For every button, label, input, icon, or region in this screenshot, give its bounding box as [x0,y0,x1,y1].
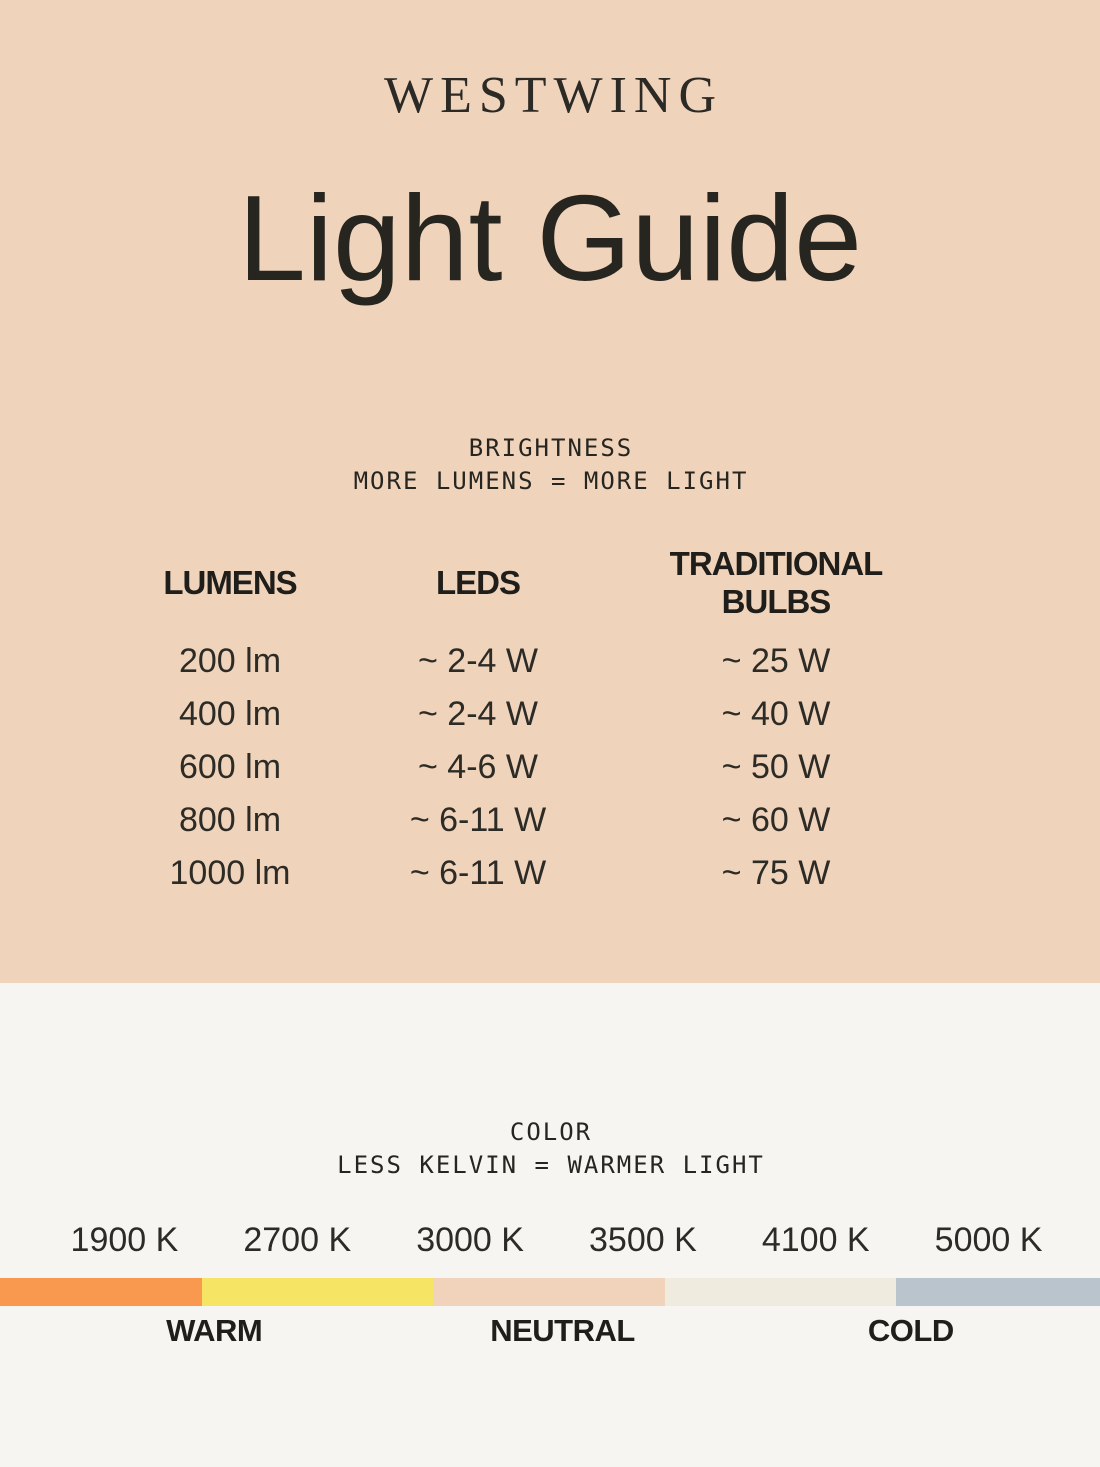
lumens-value: 800 lm [178,801,282,839]
kelvin-label: 3000 K [416,1221,524,1259]
lumens-table-body [120,635,936,900]
temperature-labels [40,1313,1085,1349]
kelvin-label: 1900 K [70,1221,179,1259]
kelvin-label: 4100 K [761,1221,870,1259]
kelvin-label: 5000 K [934,1221,1043,1259]
column-header: TRADITIONAL BULBS [669,545,883,620]
leds-watt-value: ~ 4-6 W [418,748,538,786]
leds-watt-value: ~ 2-4 W [418,642,538,680]
color-temperature-bar [0,1278,1100,1306]
column-header: LUMENS [163,564,297,601]
color-intro [0,1116,1100,1182]
lumens-value: 600 lm [178,748,282,786]
table-row [120,635,936,688]
color-heading: COLOR [509,1118,593,1146]
kelvin-scale-labels [38,1221,1075,1260]
bulb-watt-value: ~ 50 W [721,748,831,786]
page-title: Light Guide [238,170,862,306]
scale-segment-warm-orange [0,1278,202,1306]
color-subheading: LESS KELVIN = WARMER LIGHT [337,1151,765,1179]
lumens-value: 200 lm [178,642,282,680]
scale-segment-neutral-peach [433,1278,665,1306]
color-temperature-section [0,983,1100,1467]
temperature-label: WARM [166,1313,263,1348]
table-row [120,741,936,794]
bulb-watt-value: ~ 75 W [721,854,831,892]
table-header-row [120,545,936,635]
temperature-label: COLD [867,1313,954,1348]
temperature-label: NEUTRAL [490,1313,635,1348]
brightness-intro [0,432,1100,498]
kelvin-label: 2700 K [243,1221,352,1259]
table-row [120,688,936,741]
leds-watt-value: ~ 2-4 W [418,695,538,733]
leds-watt-value: ~ 6-11 W [409,801,547,839]
table-row [120,847,936,900]
lumens-value: 400 lm [178,695,282,733]
kelvin-label: 3500 K [589,1221,697,1259]
scale-segment-neutral-cream [665,1278,896,1306]
lumens-conversion-table [120,545,936,900]
brightness-subheading: MORE LUMENS = MORE LIGHT [353,467,749,495]
lumens-value: 1000 lm [169,854,291,892]
brand-logo: WESTWING [383,67,724,124]
bulb-watt-value: ~ 40 W [721,695,831,733]
scale-segment-warm-yellow [202,1278,433,1306]
brightness-heading: BRIGHTNESS [468,434,634,462]
scale-segment-cold-blue [896,1278,1100,1306]
bulb-watt-value: ~ 25 W [721,642,831,680]
table-row [120,794,936,847]
column-header: LEDS [435,564,520,601]
bulb-watt-value: ~ 60 W [721,801,831,839]
leds-watt-value: ~ 6-11 W [409,854,547,892]
